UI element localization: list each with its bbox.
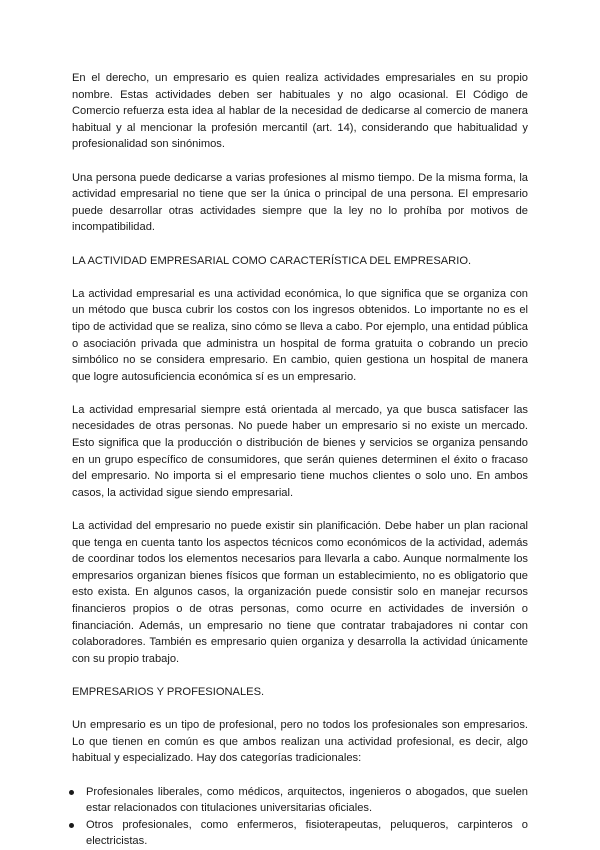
paragraph-intro-2: Una persona puede dedicarse a varias profesiones al mismo tiempo. De la misma forma, la actividad empresarial no tiene que ser la única o principal de una persona. El empresario puede desarrollar otras actividades siempre que la ley no lo prohíba por motivos de incompatibilidad. [72, 171, 528, 234]
paragraph-section1-3: La actividad del empresario no puede existir sin planificación. Debe haber un plan racional que tenga en cuenta tanto los aspectos técnicos como económicos de la actividad, además de coordinar todos los elementos necesarios para llevarla a cabo. Aunque normalmente los empresarios organizan bienes físicos que forman un establecimiento, no es obligatorio que esto exista. En algunos casos, la organización puede consistir solo en manejar recursos financieros propios o de otras personas, como ocurre en actividades de inversión o financiación. Además, un empresario no tiene que contratar trabajadores ni contar con colaboradores. También es empresario quien organiza y desarrolla la actividad únicamente con su propio trabajo. [72, 520, 528, 665]
bullet-list [72, 784, 528, 850]
paragraph-intro-1: En el derecho, un empresario es quien realiza actividades empresariales en su propio nombre. Estas actividades deben ser habituales y no algo ocasional. El Código de Comercio refuerza esta idea al hablar de la necesidad de dedicarse al comercio de manera habitual y al mencionar la profesión mercantil (art. 14), considerando que habitualidad y profesionalidad son sinónimos. [72, 72, 528, 151]
list-item-text: Otros profesionales, como enfermeros, fisioterapeutas, peluqueros, carpinteros o electricistas. [86, 818, 528, 848]
paragraph-section1-1: La actividad empresarial es una actividad económica, lo que significa que se organiza con un método que busca cubrir los costos con los ingresos obtenidos. Lo importante no es el tipo de actividad que se realiza, sino cómo se lleva a cabo. Por ejemplo, una entidad pública o asociación privada que administra un hospital de forma gratuita o cobrando un precio simbólico no se considera empresario. En cambio, quien gestiona un hospital de manera que logre autosuficiencia económica sí es un empresario. [72, 287, 528, 383]
paragraph-section1-2: La actividad empresarial siempre está orientada al mercado, ya que busca satisfacer las necesidades de otras personas. No puede haber un empresario si no existe un mercado. Esto significa que la producción o distribución de bienes y servicios se organiza pensando en un grupo específico de consumidores, que serán quienes determinen el éxito o fracaso del empresario. No importa si el empresario tiene muchos clientes o solo uno. En ambos casos, la actividad sigue siendo empresarial. [72, 403, 528, 499]
bullet-icon [69, 790, 74, 795]
paragraph-section2-1: Un empresario es un tipo de profesional, pero no todos los profesionales son empresarios. Lo que tienen en común es que ambos realizan una actividad profesional, es decir, algo habitual y especializado. Hay dos categorías tradicionales: [72, 719, 528, 765]
document-page [72, 70, 528, 850]
list-item [72, 784, 528, 817]
section-heading-actividad-empresarial: LA ACTIVIDAD EMPRESARIAL COMO CARACTERÍSTICA DEL EMPRESARIO. [72, 254, 472, 267]
section-heading-empresarios-profesionales: EMPRESARIOS Y PROFESIONALES. [72, 685, 265, 698]
list-item-text: Profesionales liberales, como médicos, arquitectos, ingenieros o abogados, que suelen estar relacionados con titulaciones universitarias oficiales. [86, 785, 528, 815]
list-item [72, 817, 528, 850]
bullet-icon [69, 823, 74, 828]
